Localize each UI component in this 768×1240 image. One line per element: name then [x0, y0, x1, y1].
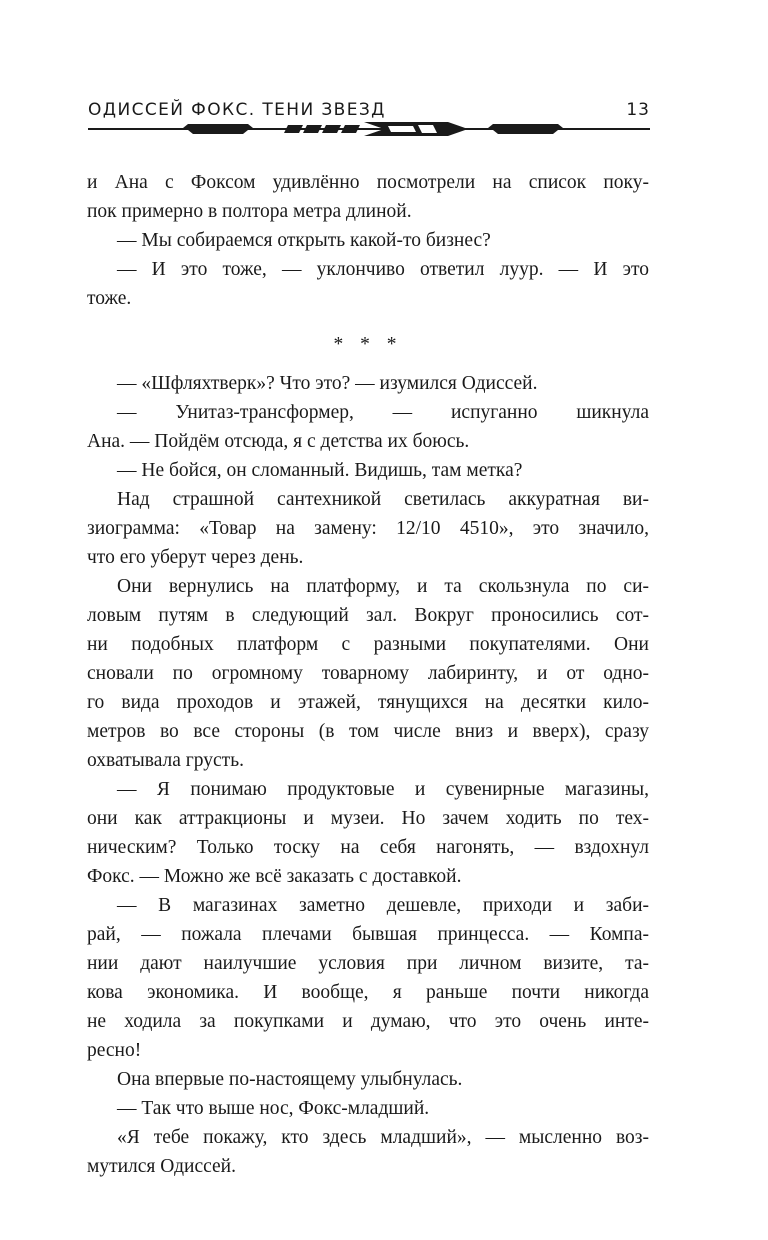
text-line: метров во все стороны (в том числе вниз и вверх), сразу — [87, 721, 649, 742]
text-line: что его уберут через день. — [87, 547, 304, 568]
text-line: — «Шфляхтверк»? Что это? — изумился Одиссей. — [117, 373, 538, 394]
text-line: рай, — пожала плечами бывшая принцесса. — Компа- — [87, 924, 649, 945]
text-line: Фокс. — Можно же всё заказать с доставкой. — [87, 866, 462, 887]
section-separator: * * * — [333, 334, 403, 355]
text-line: Ана. — Пойдём отсюда, я с детства их боюсь. — [87, 431, 470, 452]
text-line: сновали по огромному товарному лабиринту, и от одно- — [87, 663, 649, 684]
text-line: кова экономика. И вообще, я раньше почти никогда — [87, 982, 649, 1003]
text-line: — Унитаз-трансформер, — испуганно шикнула — [117, 402, 649, 423]
text-line: Она впервые по-настоящему улыбнулась. — [117, 1069, 463, 1090]
text-line: тоже. — [87, 288, 132, 309]
text-line: ловым путям в следующий зал. Вокруг проносились сот- — [87, 605, 649, 626]
text-line: мутился Одиссей. — [87, 1156, 236, 1177]
text-line: Они вернулись на платформу, и та скользнула по си- — [117, 576, 649, 597]
text-line: — Не бойся, он сломанный. Видишь, там метка? — [117, 460, 523, 481]
text-line: — Я понимаю продуктовые и сувенирные магазины, — [117, 779, 649, 800]
header-ornament — [88, 122, 650, 136]
text-line: — И это тоже, — уклончиво ответил луур. — И это — [117, 259, 649, 280]
text-line: ресно! — [87, 1040, 142, 1061]
text-line: нии дают наилучшие условия при личном визите, та- — [87, 953, 649, 974]
text-line: «Я тебе покажу, кто здесь младший», — мысленно воз- — [117, 1127, 649, 1148]
text-line: пок примерно в полтора метра длиной. — [87, 201, 412, 222]
text-line: — Мы собираемся открыть какой-то бизнес? — [117, 230, 491, 251]
text-line: они как аттракционы и музеи. Но зачем ходить по тех- — [87, 808, 649, 829]
page-number: 13 — [626, 100, 650, 120]
text-line: ническим? Только тоску на себя нагонять, — вздохнул — [87, 837, 649, 858]
text-line: и Ана с Фоксом удивлённо посмотрели на список поку- — [87, 172, 649, 193]
text-line: — Так что выше нос, Фокс-младший. — [117, 1098, 430, 1119]
page-header — [88, 100, 650, 140]
text-line: ни подобных платформ с разными покупателями. Они — [87, 634, 649, 655]
text-line: зиограмма: «Товар на замену: 12/10 4510», это значило, — [87, 518, 649, 539]
running-title: ОДИССЕЙ ФОКС. ТЕНИ ЗВЕЗД — [88, 100, 386, 120]
text-line: охватывала грусть. — [87, 750, 244, 771]
body-text — [87, 168, 649, 1181]
text-line: — В магазинах заметно дешевле, приходи и заби- — [117, 895, 649, 916]
text-line: Над страшной сантехникой светилась аккуратная ви- — [117, 489, 649, 510]
text-line: не ходила за покупками и думаю, что это очень инте- — [87, 1011, 649, 1032]
text-line: го вида проходов и этажей, тянущихся на десятки кило- — [87, 692, 649, 713]
